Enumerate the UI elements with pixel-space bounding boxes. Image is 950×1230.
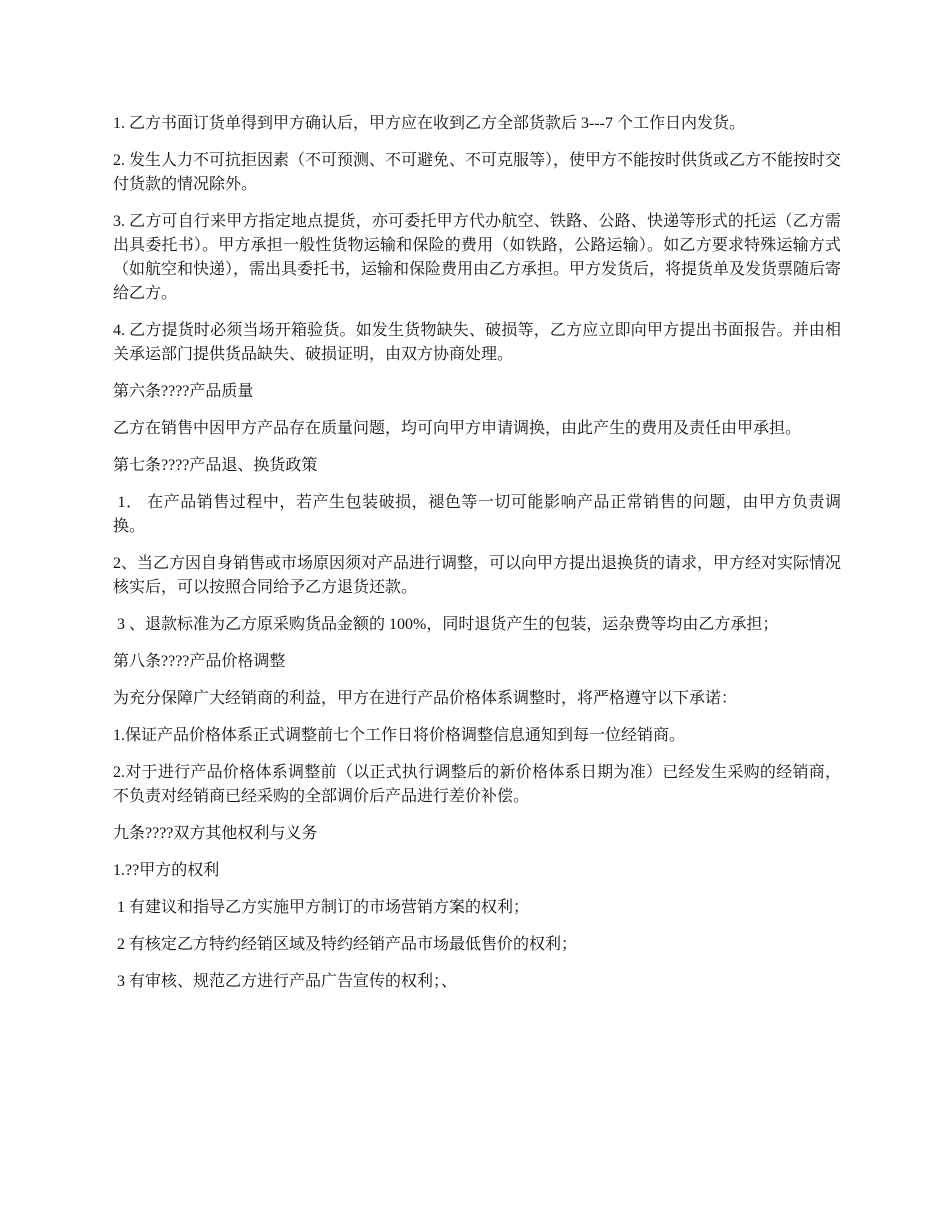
clause-force-majeure: 2. 发生人力不可抗拒因素（不可预测、不可避免、不可克服等），使甲方不能按时供货或乙方不能按时交付货款的情况除外。	[113, 152, 842, 193]
heading-article-7: 第七条????产品退、换货政策	[113, 457, 318, 474]
clause-return-adjustment: 2、当乙方因自身销售或市场原因须对产品进行调整，可以向甲方提出退换货的请求，甲方经对实际情况核实后，可以按照合同给予乙方退货还款。	[113, 555, 842, 596]
clause-inspection: 4. 乙方提货时必须当场开箱验货。如发生货物缺失、破损等，乙方应立即向甲方提出书面报告。并由相关承运部门提供货品缺失、破损证明，由双方协商处理。	[113, 322, 841, 363]
heading-article-9: 九条????双方其他权利与义务	[113, 825, 318, 842]
clause-refund-standard: 3 、退款标准为乙方原采购货品金额的 100%，同时退货产生的包装，运杂费等均由乙方承担；	[113, 616, 779, 633]
heading-article-6: 第六条????产品质量	[113, 383, 254, 400]
clause-price-notice: 1.保证产品价格体系正式调整前七个工作日将价格调整信息通知到每一位经销商。	[113, 727, 686, 744]
clause-return-damage: 1． 在产品销售过程中，若产生包装破损，褪色等一切可能影响产品正常销售的问题，由甲方负责调换。	[113, 494, 841, 535]
list-item-right-3: 3 有审核、规范乙方进行产品广告宣传的权利；、	[113, 973, 458, 990]
clause-delivery-timing: 1. 乙方书面订货单得到甲方确认后，甲方应在收到乙方全部货款后 3---7 个工作日内发货。	[113, 115, 745, 132]
clause-price-commitment: 为充分保障广大经销商的利益，甲方在进行产品价格体系调整时，将严格遵守以下承诺：	[113, 690, 738, 707]
subheading-party-a-rights: 1.??甲方的权利	[113, 862, 220, 879]
heading-article-8: 第八条????产品价格调整	[113, 653, 286, 670]
list-item-right-2: 2 有核定乙方特约经销区域及特约经销产品市场最低售价的权利；	[113, 936, 578, 953]
clause-price-compensation: 2.对于进行产品价格体系调整前（以正式执行调整后的新价格体系日期为准）已经发生采购的经销商，不负责对经销商已经采购的全部调价后产品进行差价补偿。	[113, 764, 841, 805]
clause-pickup-shipping: 3. 乙方可自行来甲方指定地点提货，亦可委托甲方代办航空、铁路、公路、快递等形式的托运（乙方需出具委托书）。甲方承担一般性货物运输和保险的费用（如铁路，公路运输）。如乙方要求特殊运输方式（如航空和快递），需出具委托书，运输和保险费用由乙方承担。甲方发货后，将提货单及发货票随后寄给乙方。	[113, 213, 842, 302]
list-item-right-1: 1 有建议和指导乙方实施甲方制订的市场营销方案的权利；	[113, 899, 530, 916]
document-body	[113, 112, 841, 1007]
clause-quality: 乙方在销售中因甲方产品存在质量问题，均可向甲方申请调换，由此产生的费用及责任由甲承担。	[113, 420, 802, 437]
